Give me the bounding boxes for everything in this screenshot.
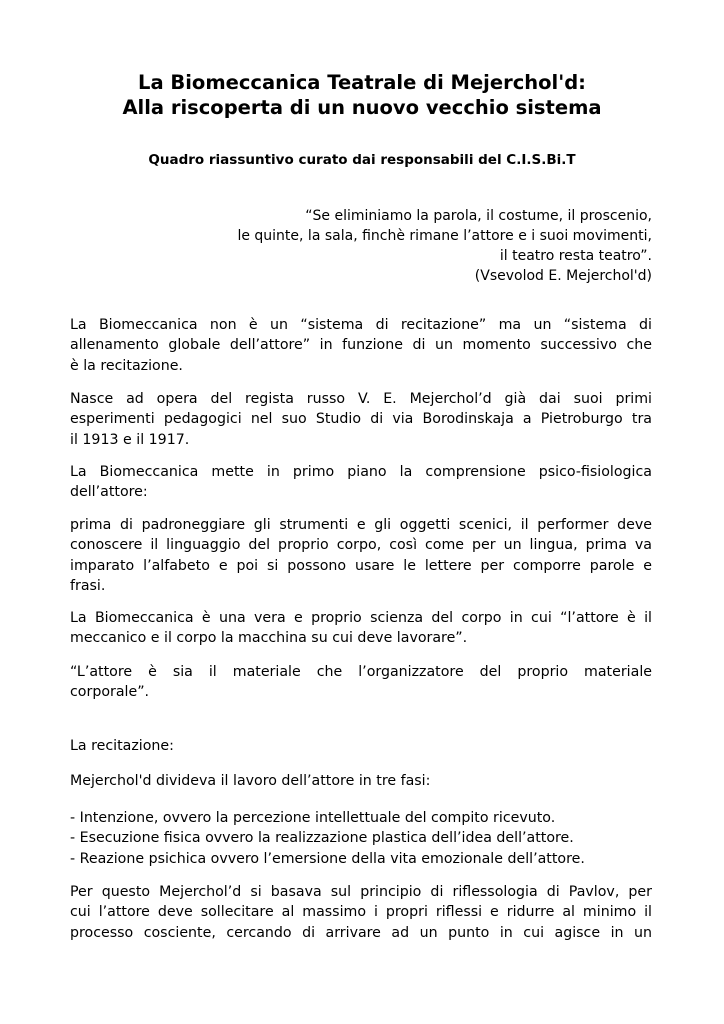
paragraph-science: [70, 608, 652, 649]
paragraph-line: dell’attore:: [70, 484, 148, 501]
paragraph-focus: [70, 462, 652, 503]
paragraph-line: La Biomeccanica non è un “sistema di recitazione” ma un “sistema di: [70, 317, 652, 333]
paragraph-line: allenamento globale dell’attore” in funzione di un momento successivo che: [70, 337, 652, 354]
paragraph-line: frasi.: [70, 578, 106, 595]
subtitle: Quadro riassuntivo curato dai responsabili del C.I.S.Bi.T: [148, 152, 576, 168]
paragraph-line: prima di padroneggiare gli strumenti e gli oggetti scenici, il performer deve: [70, 517, 652, 533]
paragraph-line: Per questo Mejerchol’d si basava sul principio di riflessologia di Pavlov, per: [70, 884, 652, 900]
paragraph-line: corporale”.: [70, 684, 150, 701]
phases-intro: [70, 771, 652, 791]
list-item: - Intenzione, ovvero la percezione intellettuale del compito ricevuto.: [70, 810, 556, 826]
paragraph-origin: [70, 389, 652, 450]
paragraph-line: è la recitazione.: [70, 357, 183, 374]
title-line-2: Alla riscoperta di un nuovo vecchio sistema: [122, 96, 602, 119]
epigraph-line: “Se eliminiamo la parola, il costume, il proscenio,: [305, 208, 652, 224]
paragraph-reflexology: [70, 882, 652, 943]
paragraph-line: processo cosciente, cercando di arrivare ad un punto in cui agisce in un: [70, 924, 652, 941]
paragraph-line: La Biomeccanica è una vera e proprio scienza del corpo in cui “l’attore è il: [70, 610, 652, 626]
paragraph-line: La Biomeccanica mette in primo piano la comprensione psico-fisiologica: [70, 464, 652, 480]
list-item: - Reazione psichica ovvero l’emersione della vita emozionale dell’attore.: [70, 850, 585, 867]
paragraph-quote-material: [70, 662, 652, 703]
paragraph-line: il 1913 e il 1917.: [70, 431, 190, 448]
paragraph-line: esperimenti pedagogici nel suo Studio di via Borodinskaja a Pietroburgo tra: [70, 411, 652, 428]
paragraph-line: “L’attore è sia il materiale che l’organizzatore del proprio materiale: [70, 664, 652, 680]
phases-list: [70, 808, 652, 869]
paragraph-line: Nasce ad opera del regista russo V. E. Mejerchol’d già dai suoi primi: [70, 391, 652, 407]
epigraph-line: le quinte, la sala, finchè rimane l’attore e i suoi movimenti,: [237, 228, 652, 244]
paragraph-line: meccanico e il corpo la macchina su cui deve lavorare”.: [70, 630, 468, 647]
phases-intro-text: Mejerchol'd divideva il lavoro dell’attore in tre fasi:: [70, 773, 431, 789]
epigraph: [180, 206, 652, 286]
paragraph-line: conoscere il linguaggio del proprio corpo, così come per un lingua, prima va: [70, 537, 652, 554]
epigraph-line: il teatro resta teatro”.: [499, 248, 652, 264]
paragraph-line: cui l’attore deve sollecitare al massimo i propri riflessi e ridurre al minimo il: [70, 904, 652, 921]
section-heading-text: La recitazione:: [70, 738, 174, 754]
section-heading: [70, 736, 652, 756]
list-item: - Esecuzione fisica ovvero la realizzazione plastica dell’idea dell’attore.: [70, 830, 574, 847]
paragraph-line: imparato l’alfabeto e poi si possono usare le lettere per comporre parole e: [70, 557, 652, 574]
epigraph-attribution: (Vsevolod E. Mejerchol'd): [474, 268, 652, 284]
paragraph-definition: [70, 315, 652, 376]
paragraph-body-language: [70, 515, 652, 597]
title-line-1: La Biomeccanica Teatrale di Mejerchol'd:: [138, 71, 586, 94]
